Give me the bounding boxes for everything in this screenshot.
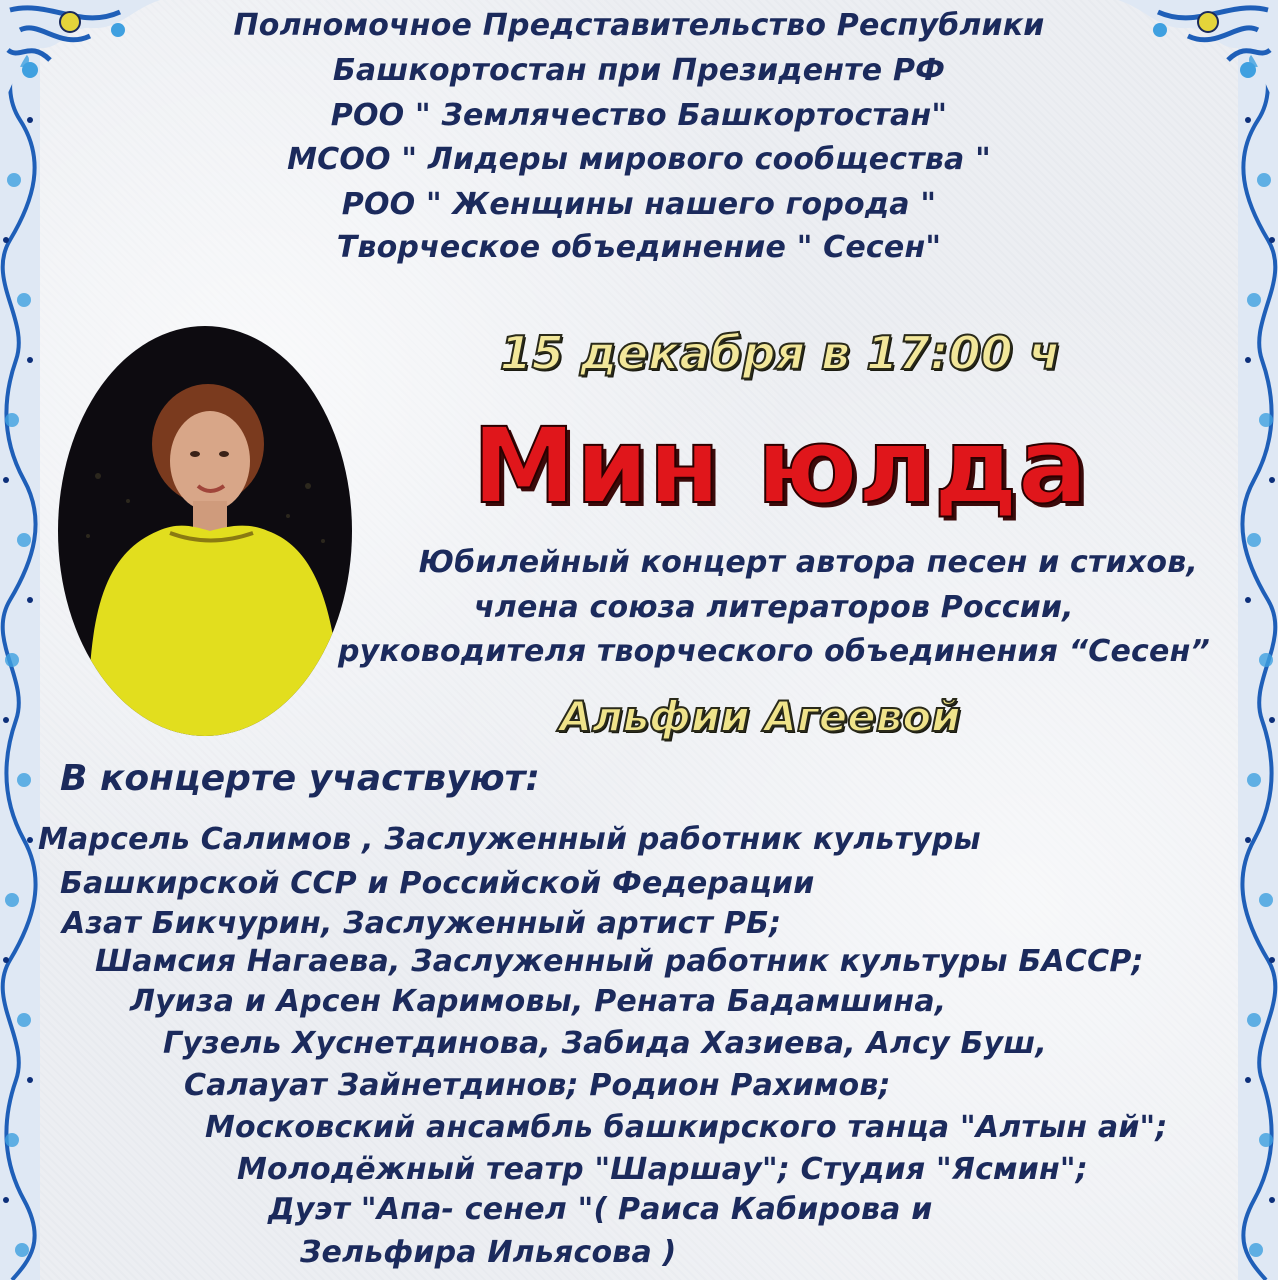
event-date: 15 декабря в 17:00 ч [499,326,1061,380]
portrait-illustration [58,326,352,736]
participant-line-3: Азат Бикчурин, Заслуженный артист РБ; [62,906,782,941]
organizer-line-6: Творческое объединение " Сесен" [336,230,942,265]
participant-line-9: Молодёжный театр "Шаршау"; Студия "Ясмин"; [237,1152,1088,1187]
organizer-line-2: Башкортостан при Президенте РФ [332,53,946,88]
participant-line-2: Башкирской ССР и Российской Федерации [60,866,815,901]
event-description-line-1: Юбилейный концерт автора песен и стихов, [418,545,1198,580]
participant-line-11: Зельфира Ильясова ) [300,1235,677,1270]
participants-heading: В концерте участвуют: [60,758,540,799]
event-description-line-2: члена союза литераторов России, [474,590,1074,625]
participant-line-7: Салауат Зайнетдинов; Родион Рахимов; [184,1068,891,1103]
author-name: Альфии Агеевой [559,692,961,741]
participant-line-6: Гузель Хуснетдинова, Забида Хазиева, Алсу Буш, [163,1026,1047,1061]
organizer-line-1: Полномочное Представительство Республики [233,8,1045,43]
organizer-line-3: РОО " Землячество Башкортостан" [330,98,948,133]
organizer-line-4: МСОО " Лидеры мирового сообщества " [287,142,991,177]
event-title: Мин юлда [472,405,1088,527]
event-description-line-3: руководителя творческого объединения “Сесен” [338,634,1211,669]
participant-line-8: Московский ансамбль башкирского танца "Алтын ай"; [205,1110,1168,1145]
participant-line-1: Марсель Салимов , Заслуженный работник культуры [38,822,981,857]
author-portrait [58,326,352,736]
participant-line-10: Дуэт "Апа- сенел "( Раиса Кабирова и [268,1192,933,1227]
organizer-line-5: РОО " Женщины нашего города " [341,187,937,222]
participant-line-5: Луиза и Арсен Каримовы, Рената Бадамшина, [130,984,947,1019]
participant-line-4: Шамсия Нагаева, Заслуженный работник культуры БАССР; [95,944,1144,979]
